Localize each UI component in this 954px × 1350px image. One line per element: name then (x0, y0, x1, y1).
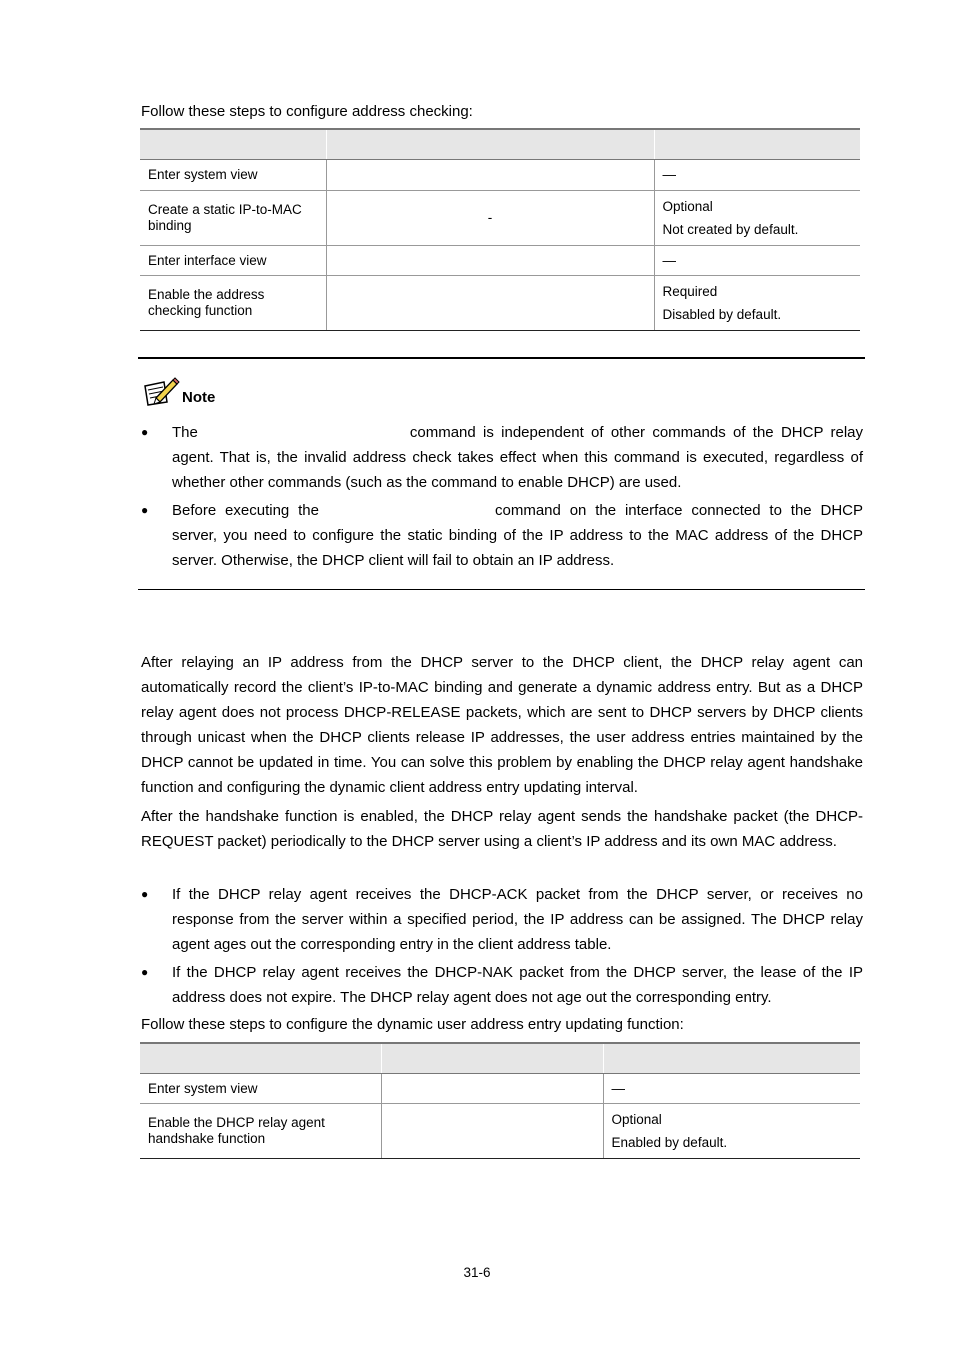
bullet-dot-icon: ● (141, 887, 149, 901)
step-cell: Enter system view (140, 160, 326, 191)
remark-line: — (611, 1080, 625, 1096)
remark-line: Required (662, 284, 718, 299)
handshake-table (140, 1042, 860, 1159)
note-pencil-icon (142, 376, 180, 406)
handshake-bullets (141, 882, 863, 1013)
table-row (140, 276, 860, 331)
remarks-cell (603, 1104, 860, 1159)
note-top-rule (138, 357, 865, 359)
note-text: The (172, 424, 198, 441)
remarks-cell (654, 191, 860, 246)
table-header-row (140, 129, 860, 160)
step-cell: Enable the address checking function (140, 276, 326, 331)
remarks-cell (654, 160, 860, 191)
bullet-dot-icon: ● (141, 425, 149, 439)
table-header-row (140, 1043, 860, 1074)
note-item (141, 420, 863, 495)
list-item (141, 882, 863, 957)
command-cell (381, 1074, 603, 1104)
command-cell (326, 160, 654, 191)
remark-line: Not created by default. (662, 222, 799, 237)
remark-line: Enabled by default. (611, 1135, 728, 1150)
header-cell (326, 129, 654, 160)
bullet-dot-icon: ● (141, 503, 149, 517)
handshake-enabled-paragraph: After the handshake function is enabled, the DHCP relay agent sends the handshake packet (the DHCP-REQUEST packet) periodically to the DHCP server using a client’s IP address and its own MAC address. (141, 808, 863, 850)
remark-line: — (662, 252, 676, 268)
command-cell (326, 276, 654, 331)
page-number: 31-6 (463, 1265, 491, 1280)
note-text: command on the interface connected to the DHCP server, you need to configure the static binding of the IP address to the MAC address of the DHCP server. Otherwise, the DHCP client will fail to obtain an IP address. (172, 502, 864, 569)
remark-line: Disabled by default. (662, 307, 782, 322)
table-row (140, 246, 860, 276)
intro-handshake: Follow these steps to configure the dynamic user address entry updating function: (141, 1016, 684, 1033)
step-cell: Enable the DHCP relay agent handshake function (140, 1104, 381, 1159)
table-row (140, 191, 860, 246)
table-row (140, 1104, 860, 1159)
header-cell (654, 129, 860, 160)
remark-line: Optional (611, 1112, 662, 1127)
bullet-dot-icon: ● (141, 965, 149, 979)
command-cell (326, 246, 654, 276)
table-row (140, 160, 860, 191)
step-cell: Enter system view (140, 1074, 381, 1104)
note-label: Note (182, 389, 216, 406)
command-cell: - (326, 191, 654, 246)
command-cell (381, 1104, 603, 1159)
bullet-text: If the DHCP relay agent receives the DHCP-ACK packet from the DHCP server, or receives no response from the server within a specified period, the IP address can be assigned. The DHCP relay agent ages out the corresponding entry in the client address table. (172, 886, 863, 953)
intro-address-checking: Follow these steps to configure address checking: (141, 103, 473, 120)
bullet-text: If the DHCP relay agent receives the DHCP-NAK packet from the DHCP server, the lease of the IP address does not expire. The DHCP relay agent does not age out the corresponding entry. (172, 964, 863, 1006)
remarks-cell (603, 1074, 860, 1104)
step-cell: Create a static IP-to-MAC binding (140, 191, 326, 246)
note-bottom-rule (138, 589, 865, 590)
header-cell (140, 129, 326, 160)
remarks-cell (654, 276, 860, 331)
table-row (140, 1074, 860, 1104)
remark-line: — (662, 167, 676, 182)
remarks-cell (654, 246, 860, 276)
remark-line: Optional (662, 199, 713, 214)
header-cell (140, 1043, 381, 1074)
note-text: Before executing the (172, 502, 319, 519)
step-cell: Enter interface view (140, 246, 326, 276)
handshake-description: After relaying an IP address from the DHCP server to the DHCP client, the DHCP relay agent can automatically record the client’s IP-to-MAC binding and generate a dynamic address entry. But as a DHCP relay agent does not process DHCP-RELEASE packets, which are sent to DHCP servers by DHCP clients through unicast when the DHCP clients release IP addresses, the user address entries maintained by the DHCP cannot be updated in time. You can solve this problem by enabling the DHCP relay agent handshake function and configuring the dynamic client address entry updating interval. (141, 654, 863, 796)
list-item (141, 960, 863, 1010)
note-item (141, 498, 863, 573)
address-checking-table (140, 128, 860, 331)
note-text: command is independent of other commands of the DHCP relay agent. That is, the invalid address check takes effect when this command is executed, regardless of whether other commands (such as the command to enable DHCP) are used. (172, 424, 863, 491)
header-cell (603, 1043, 860, 1074)
note-list (141, 420, 863, 576)
header-cell (381, 1043, 603, 1074)
